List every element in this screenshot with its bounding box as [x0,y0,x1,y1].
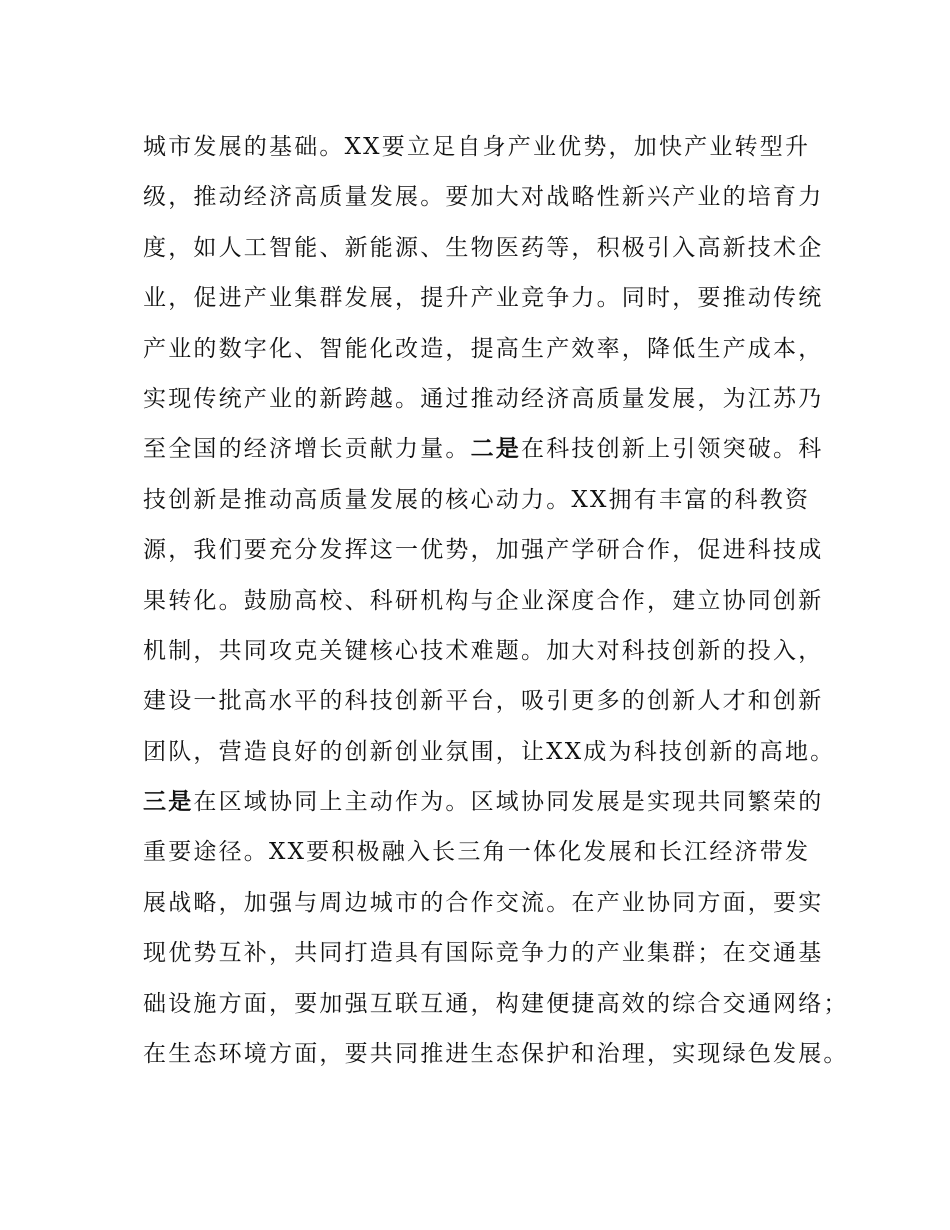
text-segment: 建设一批高水平的科技创新平台，吸引更多的创新人才和创新 [143,688,824,715]
text-segment: 实现传统产业的新跨越。通过推动经济高质量发展，为江苏乃 [143,385,824,412]
text-segment: 础设施方面，要加强互联互通，构建便捷高效的综合交通网络； [143,990,849,1017]
text-segment: 果转化。鼓励高校、科研机构与企业深度合作，建立协同创新 [143,587,824,614]
text-line [143,475,843,525]
text-line [143,1029,849,1079]
emphasis-heading: 三是 [143,789,194,816]
text-line [143,576,843,626]
text-line [143,223,843,273]
text-line [143,626,843,676]
text-line [143,424,843,474]
text-line [143,374,843,424]
text-segment: 产业的数字化、智能化改造，提高生产效率，降低生产成本， [143,335,824,362]
emphasis-heading: 二是 [470,436,522,463]
text-segment: 级，推动经济高质量发展。要加大对战略性新兴产业的培育力 [143,184,824,211]
text-segment: 城市发展的基础。XX要立足自身产业优势，加快产业转型升 [143,134,811,160]
text-line [143,777,843,827]
text-line [143,525,843,575]
text-line [143,928,843,978]
text-line [143,878,843,928]
text-segment: 团队，营造良好的创新创业氛围，让XX成为科技创新的高地。 [143,738,836,765]
text-segment: 度，如人工智能、新能源、生物医药等，积极引入高新技术企 [143,234,824,261]
text-segment: 展战略，加强与周边城市的合作交流。在产业协同方面，要实 [143,889,824,916]
text-segment: 在生态环境方面，要共同推进生态保护和治理，实现绿色发展。 [143,1041,849,1068]
text-line [143,172,843,222]
text-segment: 技创新是推动高质量发展的核心动力。XX拥有丰富的科教资 [143,486,811,513]
text-segment: 重要途径。XX要积极融入长三角一体化发展和长江经济带发 [143,839,811,866]
text-line [143,122,843,172]
text-line [143,273,843,323]
text-segment: 源，我们要充分发挥这一优势，加强产学研合作，促进科技成 [143,537,824,564]
text-segment: 机制，共同攻克关键核心技术难题。加大对科技创新的投入， [143,637,824,664]
text-segment: 现优势互补，共同打造具有国际竞争力的产业集群；在交通基 [143,940,824,967]
text-segment: 在区域协同上主动作为。区域协同发展是实现共同繁荣的 [193,789,824,816]
text-segment: 在科技创新上引领突破。科 [521,436,824,463]
text-segment: 至全国的经济增长贡献力量。 [143,436,471,463]
text-line [143,827,843,877]
text-segment: 业，促进产业集群发展，提升产业竞争力。同时，要推动传统 [143,285,824,312]
text-line [143,979,849,1029]
body-text [143,122,849,1079]
text-line [143,727,843,777]
text-line [143,676,843,726]
text-line [143,324,843,374]
